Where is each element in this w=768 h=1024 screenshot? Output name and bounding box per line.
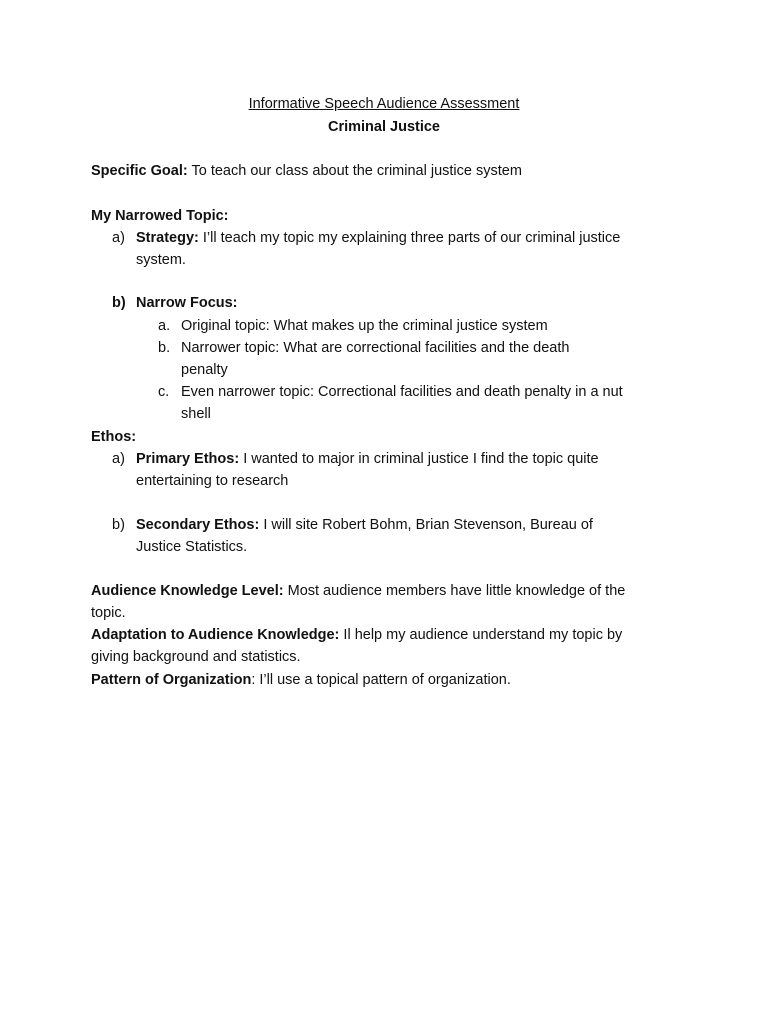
specific-goal xyxy=(91,161,522,181)
secondary-ethos-line-1 xyxy=(136,515,593,535)
narrow-focus-marker: b) xyxy=(112,295,126,311)
pattern-line xyxy=(91,670,511,690)
primary-ethos-text: I wanted to major in criminal justice I find the topic quite xyxy=(243,451,599,467)
audience-knowledge-text: Most audience members have little knowledge of the xyxy=(287,583,626,599)
audience-knowledge-label: Audience Knowledge Level: xyxy=(91,583,284,599)
primary-ethos-label: Primary Ethos: xyxy=(136,451,240,467)
specific-goal-text: To teach our class about the criminal justice system xyxy=(191,163,522,179)
focus-item-a-text: Original topic: What makes up the criminal justice system xyxy=(181,318,548,334)
focus-item-c-text-cont: shell xyxy=(181,406,211,422)
narrow-focus-label: Narrow Focus: xyxy=(136,295,238,311)
page-subtitle: Criminal Justice xyxy=(327,119,440,135)
focus-item-b-text: Narrower topic: What are correctional facilities and the death xyxy=(181,340,570,356)
audience-knowledge-line-2: topic. xyxy=(91,605,126,621)
strategy-line-1 xyxy=(136,228,620,248)
narrowed-topic-heading: My Narrowed Topic: xyxy=(91,208,229,224)
strategy-marker: a) xyxy=(112,230,125,246)
pattern-label: Pattern of Organization xyxy=(91,672,252,688)
secondary-ethos-text: I will site Robert Bohm, Brian Stevenson, Bureau of xyxy=(263,517,593,533)
adaptation-text: Il help my audience understand my topic by xyxy=(343,627,623,643)
strategy-text: I’ll teach my topic my explaining three parts of our criminal justice xyxy=(202,230,621,246)
pattern-text: : I’ll use a topical pattern of organization. xyxy=(251,672,511,688)
primary-ethos-line-1 xyxy=(136,449,599,469)
secondary-ethos-line-2: Justice Statistics. xyxy=(136,539,248,555)
adaptation-label: Adaptation to Audience Knowledge: xyxy=(91,627,340,643)
specific-goal-label: Specific Goal: xyxy=(91,163,188,179)
adaptation-line-2: giving background and statistics. xyxy=(91,649,301,665)
secondary-ethos-marker: b) xyxy=(112,517,125,533)
page-title: Informative Speech Audience Assessment xyxy=(248,96,520,112)
focus-item-b-text-cont: penalty xyxy=(181,362,228,378)
focus-item-c-marker: c. xyxy=(158,384,170,400)
strategy-line-2: system. xyxy=(136,252,186,268)
strategy-label: Strategy: xyxy=(136,230,199,246)
primary-ethos-marker: a) xyxy=(112,451,125,467)
focus-item-a-marker: a. xyxy=(158,318,171,334)
focus-item-c-text: Even narrower topic: Correctional facilities and death penalty in a nut xyxy=(181,384,623,400)
ethos-heading: Ethos: xyxy=(91,429,137,445)
primary-ethos-line-2: entertaining to research xyxy=(136,473,289,489)
adaptation-line-1 xyxy=(91,625,622,645)
focus-item-b-marker: b. xyxy=(158,340,171,356)
audience-knowledge-line-1 xyxy=(91,581,625,601)
secondary-ethos-label: Secondary Ethos: xyxy=(136,517,260,533)
